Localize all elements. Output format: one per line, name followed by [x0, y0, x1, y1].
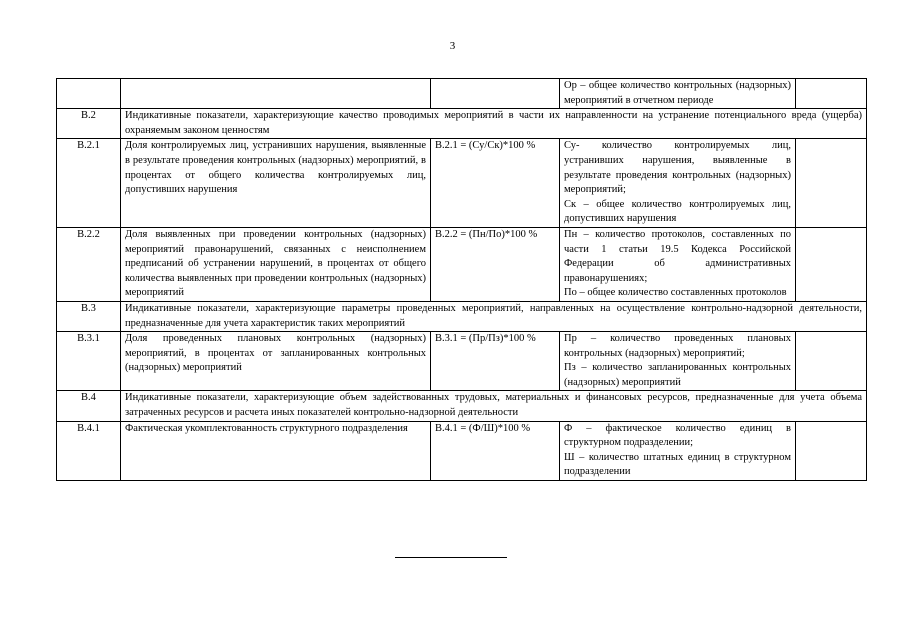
indicator-name: Фактическая укомплектованность структурного подразделения: [121, 421, 431, 480]
indicators-table: [56, 78, 867, 481]
indicator-description: Ор – общее количество контрольных (надзорных) мероприятий в отчетном периоде: [560, 79, 796, 109]
table-row: [57, 139, 867, 228]
indicator-description: Су- количество контролируемых лиц, устранивших нарушения, выявленные в результате проведения контрольных (надзорных) мероприятий; Ск – общее количество контролируемых лиц, допустивших нарушения: [560, 139, 796, 228]
indicator-description: Пр – количество проведенных плановых контрольных (надзорных) мероприятий; Пз – количество запланированных контрольных (надзорных) мероприятий: [560, 332, 796, 391]
table-row: [57, 227, 867, 301]
section-row: [57, 109, 867, 139]
indicator-description: Ф – фактическое количество единиц в структурном подразделении; Ш – количество штатных единиц в структурном подразделении: [560, 421, 796, 480]
indicator-description: Пн – количество протоколов, составленных по части 1 статьи 19.5 Кодекса Российской Федерации об административных правонарушениях; По – общее количество составленных протоколов: [560, 227, 796, 301]
indicator-formula: В.3.1 = (Пр/Пз)*100 %: [431, 332, 560, 391]
table-cell-extra: [796, 79, 867, 109]
indicator-formula: В.4.1 = (Ф/Ш)*100 %: [431, 421, 560, 480]
footnote-separator: [395, 557, 507, 558]
indicator-formula: В.2.2 = (Пн/По)*100 %: [431, 227, 560, 301]
indicator-code: В.2.2: [57, 227, 121, 301]
table-row: [57, 79, 867, 109]
section-title: Индикативные показатели, характеризующие качество проводимых мероприятий в части их направленности на устранение потенциального вреда (ущерба) охраняемым законом ценностям: [121, 109, 867, 139]
section-title: Индикативные показатели, характеризующие параметры проведенных мероприятий, направленных на осуществление контрольно-надзорной деятельности, предназначенные для учета характеристик таких мероприятий: [121, 301, 867, 331]
page-number: 3: [449, 40, 456, 52]
section-code: В.2: [57, 109, 121, 139]
section-code: В.4: [57, 391, 121, 421]
indicator-code: В.4.1: [57, 421, 121, 480]
indicator-code: В.3.1: [57, 332, 121, 391]
section-row: [57, 301, 867, 331]
table-cell-extra: [796, 421, 867, 480]
section-row: [57, 391, 867, 421]
table-cell-code: [57, 79, 121, 109]
section-code: В.3: [57, 301, 121, 331]
indicator-code: В.2.1: [57, 139, 121, 228]
table-cell-extra: [796, 227, 867, 301]
table-cell-extra: [796, 139, 867, 228]
table-cell-extra: [796, 332, 867, 391]
table-row: [57, 332, 867, 391]
table-row: [57, 421, 867, 480]
indicator-name: Доля проведенных плановых контрольных (надзорных) мероприятий, в процентах от запланированных контрольных (надзорных) мероприятий: [121, 332, 431, 391]
indicator-name: Доля контролируемых лиц, устранивших нарушения, выявленные в результате проведения контрольных (надзорных) мероприятий, в процентах от общего количества контролируемых лиц, допустивших нарушения: [121, 139, 431, 228]
table-cell-formula: [431, 79, 560, 109]
indicator-name: Доля выявленных при проведении контрольных (надзорных) мероприятий правонарушений, связанных с неисполнением предписаний об устранении нарушений, в процентах от общего количества выявленных при проведении контрольных (надзорных) мероприятий: [121, 227, 431, 301]
indicator-formula: В.2.1 = (Су/Ск)*100 %: [431, 139, 560, 228]
table-cell-name: [121, 79, 431, 109]
section-title: Индикативные показатели, характеризующие объем задействованных трудовых, материальных и финансовых ресурсов, предназначенные для учета объема затраченных ресурсов и расчета иных показателей контрольно-надзорной деятельности: [121, 391, 867, 421]
